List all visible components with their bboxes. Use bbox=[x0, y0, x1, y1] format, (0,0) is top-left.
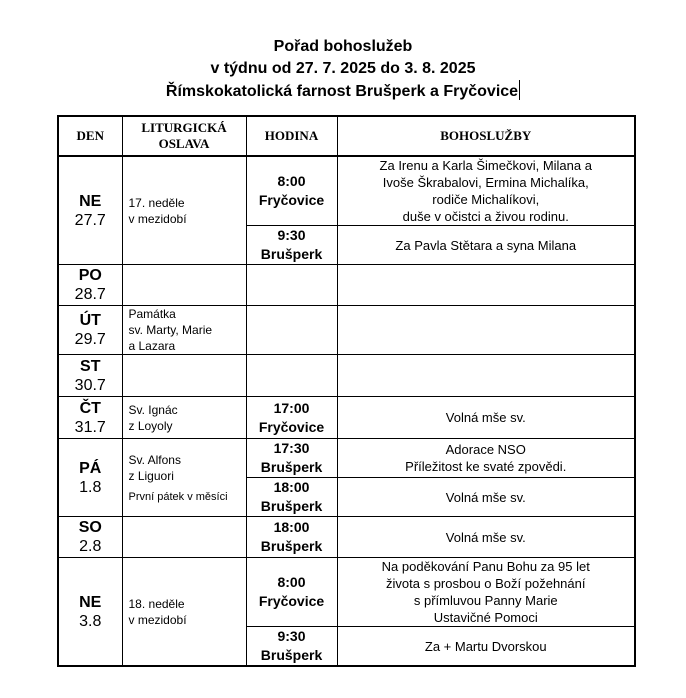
time-cell bbox=[246, 355, 337, 397]
time-cell bbox=[246, 226, 337, 265]
parish-name bbox=[0, 80, 686, 102]
service-line: Adorace NSO bbox=[445, 442, 526, 457]
service-cell bbox=[337, 517, 635, 558]
service-line: Volná mše sv. bbox=[445, 410, 526, 425]
service-place: Brušperk bbox=[260, 246, 323, 262]
day-cell bbox=[58, 306, 122, 355]
day-date: 28.7 bbox=[74, 286, 106, 303]
column-header-day: DEN bbox=[58, 116, 122, 156]
service-place: Brušperk bbox=[260, 647, 323, 663]
feast-cell bbox=[122, 265, 246, 306]
service-line: Za Irenu a Karla Šimečkovi, Milana a bbox=[379, 158, 592, 173]
service-line: rodiče Michalíkovi, bbox=[432, 192, 540, 207]
day-name: ÚT bbox=[79, 312, 101, 329]
text-cursor bbox=[519, 80, 520, 100]
service-time: 8:00 bbox=[277, 173, 306, 189]
day-cell bbox=[58, 517, 122, 558]
day-date: 27.7 bbox=[74, 211, 106, 229]
service-place: Brušperk bbox=[260, 538, 323, 554]
service-time: 17:00 bbox=[273, 399, 310, 416]
table-row bbox=[58, 355, 635, 397]
table-row bbox=[58, 439, 635, 478]
service-cell bbox=[337, 478, 635, 517]
day-cell bbox=[58, 156, 122, 265]
feast-cell bbox=[122, 355, 246, 397]
service-cell bbox=[337, 156, 635, 226]
day-name: NE bbox=[79, 192, 102, 210]
feast-cell bbox=[122, 439, 246, 517]
service-line: s přímluvou Panny Marie bbox=[413, 593, 558, 608]
service-time: 8:00 bbox=[277, 574, 306, 590]
day-cell bbox=[58, 558, 122, 667]
service-cell bbox=[337, 265, 635, 306]
schedule-body bbox=[58, 156, 635, 666]
service-place: Brušperk bbox=[260, 498, 323, 514]
table-row bbox=[58, 156, 635, 226]
service-cell bbox=[337, 627, 635, 667]
time-cell bbox=[246, 439, 337, 478]
table-row bbox=[58, 517, 635, 558]
time-cell bbox=[246, 397, 337, 439]
service-place: Fryčovice bbox=[258, 192, 325, 208]
table-row bbox=[58, 306, 635, 355]
service-line: Ustavičné Pomoci bbox=[433, 610, 538, 625]
table-row bbox=[58, 558, 635, 627]
day-date: 29.7 bbox=[74, 331, 106, 348]
feast-note: První pátek v měsíci bbox=[128, 490, 228, 503]
time-cell bbox=[246, 306, 337, 355]
service-line: Za Pavla Stětara a syna Milana bbox=[395, 237, 577, 253]
day-date: 1.8 bbox=[79, 478, 102, 496]
service-place: Fryčovice bbox=[258, 418, 325, 435]
service-cell bbox=[337, 558, 635, 627]
service-cell bbox=[337, 226, 635, 265]
service-time: 9:30 bbox=[277, 628, 306, 644]
service-place: Brušperk bbox=[260, 459, 323, 475]
day-cell bbox=[58, 439, 122, 517]
feast-line: Sv. Ignác bbox=[128, 402, 178, 417]
feast-line: Sv. Alfons bbox=[128, 452, 181, 467]
week-range: v týdnu od 27. 7. 2025 do 3. 8. 2025 bbox=[210, 60, 476, 77]
feast-line: 18. neděle bbox=[128, 596, 185, 611]
service-line: Na poděkování Panu Bohu za 95 let bbox=[381, 559, 590, 574]
service-cell bbox=[337, 439, 635, 478]
time-cell bbox=[246, 156, 337, 226]
service-cell bbox=[337, 397, 635, 439]
service-line: života s prosbou o Boží požehnání bbox=[386, 576, 586, 591]
time-cell bbox=[246, 478, 337, 517]
column-header-feast bbox=[122, 116, 246, 156]
service-time: 17:30 bbox=[273, 440, 310, 456]
feast-line: 17. neděle bbox=[128, 195, 185, 210]
day-name: PO bbox=[78, 267, 102, 284]
day-name: PÁ bbox=[79, 459, 102, 477]
feast-line: v mezidobí bbox=[128, 211, 187, 226]
feast-line: v mezidobí bbox=[128, 612, 187, 627]
service-line: Volná mše sv. bbox=[445, 489, 526, 505]
day-date: 31.7 bbox=[74, 418, 106, 436]
day-name: ČT bbox=[79, 399, 101, 417]
day-cell bbox=[58, 265, 122, 306]
feast-line: z Loyoly bbox=[128, 418, 173, 433]
column-header-feast-line1: LITURGICKÁ bbox=[141, 120, 227, 135]
column-header-time: HODINA bbox=[246, 116, 337, 156]
feast-cell bbox=[122, 156, 246, 265]
table-row bbox=[58, 265, 635, 306]
day-name: SO bbox=[78, 519, 102, 536]
day-date: 30.7 bbox=[74, 376, 106, 394]
feast-line: sv. Marty, Marie bbox=[128, 323, 213, 337]
table-row bbox=[58, 397, 635, 439]
service-cell bbox=[337, 355, 635, 397]
service-time: 18:00 bbox=[273, 519, 310, 535]
feast-line: a Lazara bbox=[128, 339, 176, 353]
service-line: Volná mše sv. bbox=[445, 529, 526, 545]
parish-name-text: Římskokatolická farnost Brušperk a Fryčovice bbox=[165, 83, 519, 100]
schedule-table bbox=[57, 115, 636, 667]
service-cell bbox=[337, 306, 635, 355]
service-time: 18:00 bbox=[273, 479, 310, 495]
feast-cell bbox=[122, 558, 246, 667]
service-line: Příležitost ke svaté zpovědi. bbox=[405, 459, 567, 474]
time-cell bbox=[246, 627, 337, 667]
day-cell bbox=[58, 397, 122, 439]
time-cell bbox=[246, 265, 337, 306]
day-cell bbox=[58, 355, 122, 397]
time-cell bbox=[246, 517, 337, 558]
header-row bbox=[58, 116, 635, 156]
day-date: 3.8 bbox=[79, 612, 102, 630]
day-date: 2.8 bbox=[79, 538, 102, 555]
feast-cell bbox=[122, 397, 246, 439]
feast-cell bbox=[122, 517, 246, 558]
service-line: Za + Martu Dvorskou bbox=[424, 638, 547, 654]
feast-cell bbox=[122, 306, 246, 355]
service-line: Ivoše Škrabalovi, Ermina Michalíka, bbox=[382, 175, 589, 190]
document-title: Pořad bohoslužeb bbox=[273, 38, 413, 55]
column-header-services: BOHOSLUŽBY bbox=[337, 116, 635, 156]
day-name: NE bbox=[79, 593, 102, 611]
service-place: Fryčovice bbox=[258, 593, 325, 609]
service-time: 9:30 bbox=[277, 227, 306, 243]
column-header-feast-line2: OSLAVA bbox=[158, 136, 210, 151]
feast-line: z Liguori bbox=[128, 468, 174, 483]
service-line: duše v očistci a živou rodinu. bbox=[402, 209, 569, 224]
day-name: ST bbox=[80, 357, 101, 375]
feast-line: Památka bbox=[128, 307, 176, 321]
time-cell bbox=[246, 558, 337, 627]
